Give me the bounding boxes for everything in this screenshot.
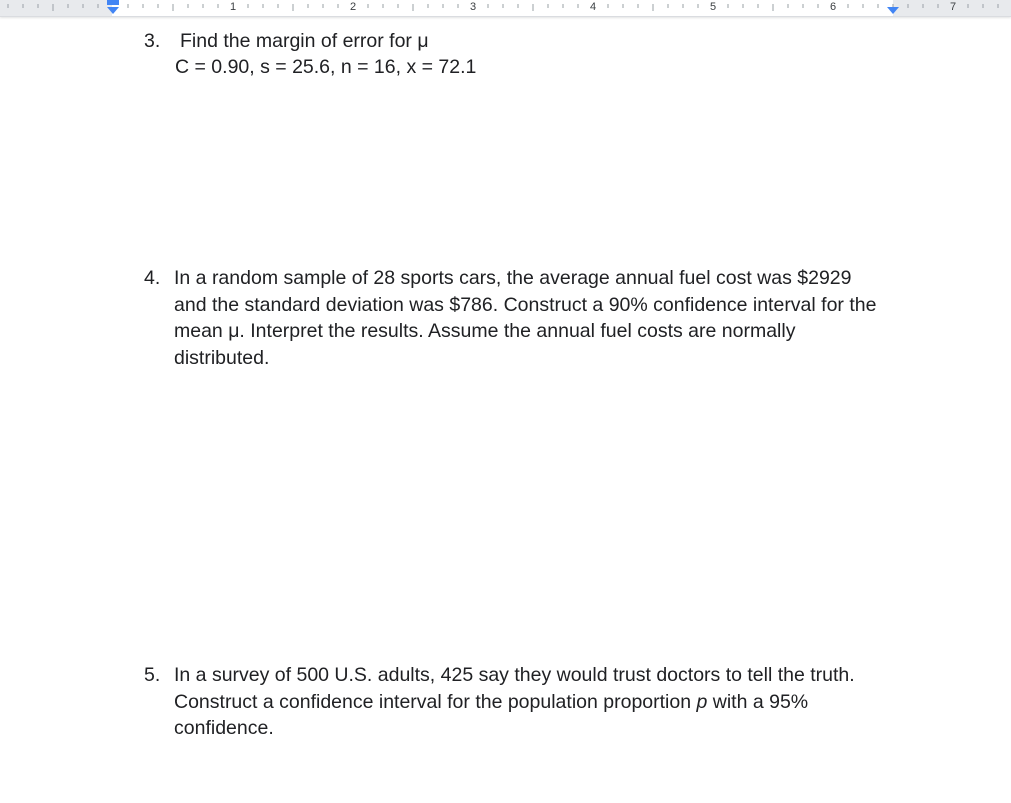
ruler-number-2: 2 bbox=[349, 1, 357, 13]
question-text: In a random sample of 28 sports cars, the average annual fuel cost was $2929 and the standard deviation was $786. Construct a 90% confidence interval for the mean μ. Interpret the results. Assume the annual fuel costs are normally distributed. bbox=[174, 267, 877, 369]
question-title: Find the margin of error for μ bbox=[180, 30, 429, 52]
question-text bbox=[174, 662, 879, 742]
question-given-values: C = 0.90, s = 25.6, n = 16, x = 72.1 bbox=[175, 56, 477, 78]
ruler-number-3: 3 bbox=[469, 1, 477, 13]
question-number: 4. bbox=[144, 267, 161, 289]
question-text-part: with a 95% confidence. bbox=[174, 690, 809, 739]
horizontal-ruler[interactable] bbox=[0, 0, 1011, 17]
ruler-ticks bbox=[0, 0, 1011, 16]
left-indent-marker-icon[interactable] bbox=[106, 0, 120, 16]
question-number: 3. bbox=[144, 30, 161, 52]
ruler-number-4: 4 bbox=[589, 1, 597, 13]
ruler-number-6: 6 bbox=[829, 1, 837, 13]
ruler-number-7: 7 bbox=[949, 1, 957, 13]
question-text-part: In a survey of 500 U.S. adults, 425 say they would trust doctors to tell the truth. Construct a confidence interval for the population proportion bbox=[174, 664, 855, 713]
ruler-number-1: 1 bbox=[229, 1, 237, 13]
ruler-number-5: 5 bbox=[709, 1, 717, 13]
question-number: 5. bbox=[144, 664, 161, 686]
right-indent-marker-icon[interactable] bbox=[886, 0, 900, 16]
document-page[interactable] bbox=[0, 17, 1011, 803]
proportion-symbol: p bbox=[696, 690, 708, 713]
